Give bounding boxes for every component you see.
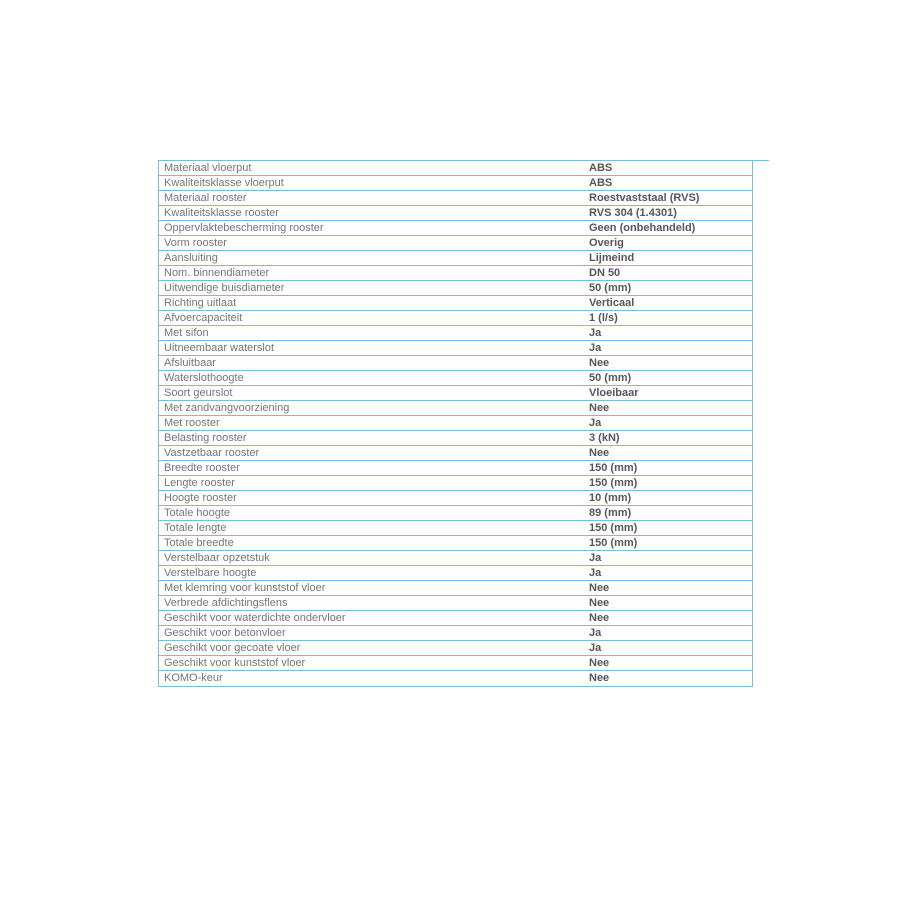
table-row [159, 566, 752, 581]
spec-value: Ja [589, 341, 602, 354]
table-row [159, 251, 752, 266]
spec-label: Verstelbaar opzetstuk [164, 551, 270, 564]
spec-label: Geschikt voor kunststof vloer [164, 656, 306, 669]
spec-label: Met zandvangvoorziening [164, 401, 290, 414]
spec-value: Overig [589, 236, 624, 249]
spec-value: 10 (mm) [589, 491, 632, 504]
spec-label: Vastzetbaar rooster [164, 446, 260, 459]
spec-label: Geschikt voor betonvloer [164, 626, 286, 639]
table-row [159, 191, 752, 206]
spec-value: 1 (l/s) [589, 311, 618, 324]
spec-label: Lengte rooster [164, 476, 235, 489]
spec-value: Ja [589, 566, 602, 579]
spec-label: Verstelbare hoogte [164, 566, 257, 579]
table-row [159, 581, 752, 596]
spec-label: Aansluiting [164, 251, 218, 264]
spec-label: Geschikt voor waterdichte ondervloer [164, 611, 346, 624]
spec-label: Totale hoogte [164, 506, 231, 519]
spec-label: Met rooster [164, 416, 220, 429]
spec-label: Kwaliteitsklasse vloerput [164, 176, 284, 189]
table-row [159, 371, 752, 386]
spec-label: Waterslothoogte [164, 371, 244, 384]
spec-label: Verbrede afdichtingsflens [164, 596, 288, 609]
spec-value: 3 (kN) [589, 431, 620, 444]
table-row [159, 296, 752, 311]
spec-label: Richting uitlaat [164, 296, 237, 309]
spec-label: Materiaal vloerput [164, 161, 252, 174]
spec-label: Oppervlaktebescherming rooster [164, 221, 324, 234]
spec-value: Vloeibaar [589, 386, 639, 399]
table-row [159, 626, 752, 641]
spec-label: Uitneembaar waterslot [164, 341, 275, 354]
spec-label: Uitwendige buisdiameter [164, 281, 285, 294]
table-row [159, 356, 752, 371]
table-row [159, 641, 752, 656]
spec-value: Nee [589, 401, 610, 414]
spec-value: 150 (mm) [589, 476, 638, 489]
table-row [159, 536, 752, 551]
table-row [159, 506, 752, 521]
spec-value: DN 50 [589, 266, 621, 279]
spec-label: Totale lengte [164, 521, 227, 534]
spec-label: Materiaal rooster [164, 191, 247, 204]
spec-label: Nom. binnendiameter [164, 266, 270, 279]
table-row [159, 236, 752, 251]
spec-label: Afvoercapaciteit [164, 311, 243, 324]
table-row [159, 266, 752, 281]
table-row [159, 656, 752, 671]
table-row [159, 341, 752, 356]
table-row [159, 491, 752, 506]
table-row [159, 176, 752, 191]
table-row [159, 446, 752, 461]
spec-value: Lijmeind [589, 251, 635, 264]
spec-value: Ja [589, 626, 602, 639]
table-row [159, 221, 752, 236]
spec-value: Nee [589, 581, 610, 594]
spec-value: ABS [589, 176, 613, 189]
table-row [159, 476, 752, 491]
spec-label: Hoogte rooster [164, 491, 237, 504]
spec-label: Soort geurslot [164, 386, 233, 399]
spec-value: Nee [589, 596, 610, 609]
table-row [159, 431, 752, 446]
spec-label: Vorm rooster [164, 236, 227, 249]
spec-value: 150 (mm) [589, 536, 638, 549]
table-row [159, 521, 752, 536]
spec-label: Met klemring voor kunststof vloer [164, 581, 326, 594]
spec-label: Totale breedte [164, 536, 234, 549]
table-row [159, 281, 752, 296]
spec-value: Nee [589, 672, 610, 684]
spec-value: 150 (mm) [589, 461, 638, 474]
table-row [159, 161, 752, 176]
table-row [159, 551, 752, 566]
table-row [159, 596, 752, 611]
spec-label: Breedte rooster [164, 461, 240, 474]
spec-value: Verticaal [589, 296, 635, 309]
spec-value: 150 (mm) [589, 521, 638, 534]
table-row [159, 206, 752, 221]
spec-value: Ja [589, 641, 602, 654]
spec-value: ABS [589, 161, 613, 174]
spec-label: Geschikt voor gecoate vloer [164, 641, 301, 654]
spec-value: Roestvaststaal (RVS) [589, 191, 700, 204]
spec-label: KOMO-keur [164, 672, 223, 684]
table-row [159, 671, 752, 686]
spec-value: Ja [589, 416, 602, 429]
table-row [159, 461, 752, 476]
table-row [159, 401, 752, 416]
spec-value: 89 (mm) [589, 506, 632, 519]
spec-value: Ja [589, 326, 602, 339]
table-row [159, 416, 752, 431]
spec-value: Geen (onbehandeld) [589, 221, 696, 234]
spec-value: Nee [589, 656, 610, 669]
spec-label: Kwaliteitsklasse rooster [164, 206, 279, 219]
table-row [159, 386, 752, 401]
spec-value: Nee [589, 446, 610, 459]
spec-value: Ja [589, 551, 602, 564]
spec-value: RVS 304 (1.4301) [589, 206, 677, 219]
table-row [159, 311, 752, 326]
spec-table [158, 160, 753, 687]
spec-label: Belasting rooster [164, 431, 247, 444]
spec-value: Nee [589, 356, 610, 369]
table-row [159, 611, 752, 626]
spec-value: 50 (mm) [589, 371, 632, 384]
spec-label: Met sifon [164, 326, 209, 339]
spec-value: 50 (mm) [589, 281, 632, 294]
spec-value: Nee [589, 611, 610, 624]
table-row [159, 326, 752, 341]
spec-label: Afsluitbaar [164, 356, 216, 369]
